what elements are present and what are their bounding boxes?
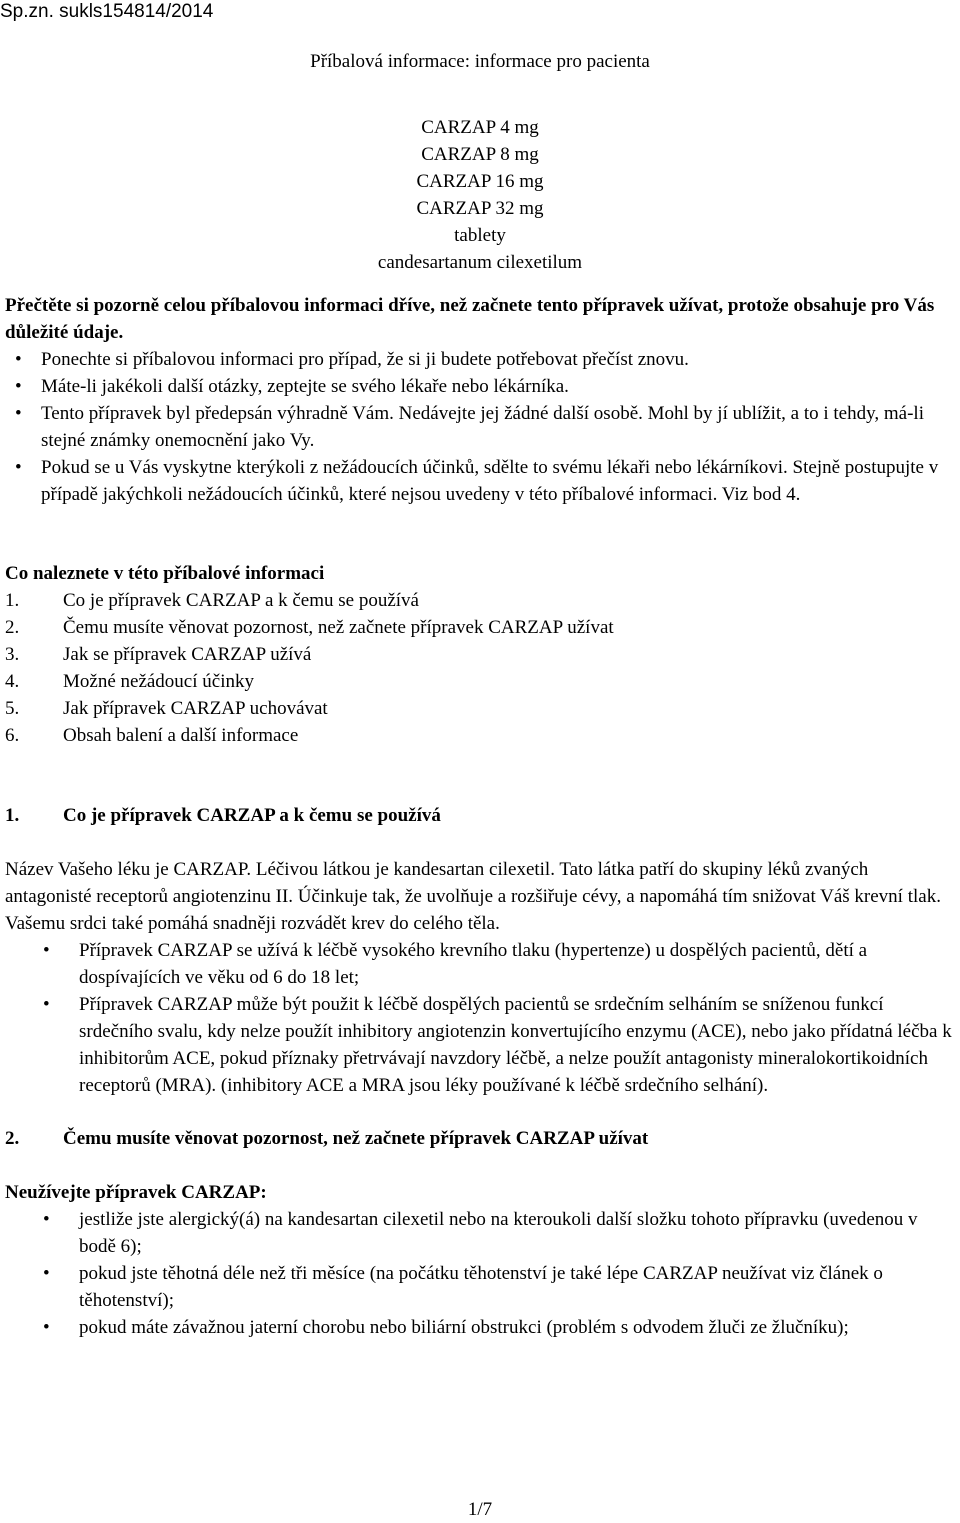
toc-number: 4. — [5, 671, 20, 692]
toc-item — [5, 641, 955, 668]
toc-item — [5, 587, 955, 614]
toc-item — [5, 695, 955, 722]
toc-item — [5, 722, 955, 749]
toc-label: Jak se přípravek CARZAP užívá — [63, 644, 312, 665]
product-names — [5, 114, 955, 276]
product-line: CARZAP 32 mg — [416, 198, 544, 219]
toc-item — [5, 614, 955, 641]
toc-label: Jak přípravek CARZAP uchovávat — [63, 698, 328, 719]
list-item: • pokud máte závažnou jaterní chorobu nebo biliární obstrukci (problém s odvodem žluči ze žlučníku); — [5, 1314, 955, 1341]
list-item: • Přípravek CARZAP může být použit k léčbě dospělých pacientů se srdečním selháním se sníženou funkcí srdečního svalu, kdy nelze použít inhibitory angiotenzin konvertujícího enzymu (ACE), nebo jako přídatná léčba k inhibitorům ACE, pokud příznaky přetrvávají navzdory léčbě, a nelze použít antagonisty mineralokortikoidních receptorů (MRA). (inhibitory ACE a MRA jsou léky používané k léčbě srdečního selhání). — [5, 991, 955, 1099]
table-of-contents — [5, 560, 955, 749]
toc-number: 5. — [5, 698, 20, 719]
section-number: 2. — [5, 1128, 20, 1149]
list-item: • jestliže jste alergický(á) na kandesartan cilexetil nebo na kteroukoli další složku tohoto přípravku (uvedenou v bodě 6); — [5, 1206, 955, 1260]
document-body — [5, 48, 955, 1341]
product-line: CARZAP 16 mg — [416, 171, 544, 192]
toc-number: 1. — [5, 590, 20, 611]
product-line: CARZAP 4 mg — [421, 117, 539, 138]
section-2-bullet-list — [5, 1206, 955, 1341]
section-number: 1. — [5, 805, 20, 826]
section-title: Čemu musíte věnovat pozornost, než začnete přípravek CARZAP užívat — [63, 1128, 649, 1149]
list-item: • Ponechte si příbalovou informaci pro případ, že si ji budete potřebovat přečíst znovu. — [5, 346, 955, 373]
toc-item — [5, 668, 955, 695]
toc-label: Čemu musíte věnovat pozornost, než začnete přípravek CARZAP užívat — [63, 617, 614, 638]
dosage-form: tablety — [454, 225, 506, 246]
section-title: Co je přípravek CARZAP a k čemu se používá — [63, 805, 441, 826]
section-2-heading — [5, 1125, 955, 1152]
active-substance: candesartanum cilexetilum — [377, 252, 583, 273]
reference-number: Sp.zn. sukls154814/2014 — [0, 1, 214, 22]
toc-number: 6. — [5, 725, 20, 746]
intro-bullet-list — [5, 346, 955, 508]
section-1-paragraph: Název Vašeho léku je CARZAP. Léčivou látkou je kandesartan cilexetil. Tato látka patří do skupiny léků zvaných antagonisté receptorů angiotenzinu II. Účinkuje tak, že uvolňuje a rozšiřuje cévy, a napomáhá tím snižovat Váš krevní tlak. Vašemu srdci také pomáhá snadněji rozvádět krev do celého těla. — [5, 859, 941, 934]
toc-number: 2. — [5, 617, 20, 638]
product-line: CARZAP 8 mg — [421, 144, 539, 165]
list-item: • Tento přípravek byl předepsán výhradně Vám. Nedávejte jej žádné další osobě. Mohl by jí ublížit, a to i tehdy, má-li stejné známky onemocnění jako Vy. — [5, 400, 955, 454]
list-item: • Máte-li jakékoli další otázky, zeptejte se svého lékaře nebo lékárníka. — [5, 373, 955, 400]
intro-warning: Přečtěte si pozorně celou příbalovou informaci dříve, než začnete tento přípravek užívat, protože obsahuje pro Vás důležité údaje. — [5, 295, 935, 343]
page-number: 1/7 — [467, 1499, 493, 1520]
toc-label: Možné nežádoucí účinky — [63, 671, 254, 692]
list-item: • pokud jste těhotná déle než tři měsíce (na počátku těhotenství je také lépe CARZAP neužívat viz článek o těhotenství); — [5, 1260, 955, 1314]
section-2-subheading: Neužívejte přípravek CARZAP: — [5, 1182, 267, 1203]
toc-label: Co je přípravek CARZAP a k čemu se používá — [63, 590, 419, 611]
toc-title: Co naleznete v této příbalové informaci — [5, 563, 325, 584]
list-item: • Přípravek CARZAP se užívá k léčbě vysokého krevního tlaku (hypertenze) u dospělých pacientů, dětí a dospívajících ve věku od 6 do 18 let; — [5, 937, 955, 991]
section-1-bullet-list — [5, 937, 955, 1099]
page-title: Příbalová informace: informace pro pacienta — [310, 51, 650, 72]
toc-number: 3. — [5, 644, 20, 665]
section-1-heading — [5, 802, 955, 829]
toc-label: Obsah balení a další informace — [63, 725, 299, 746]
list-item: • Pokud se u Vás vyskytne kterýkoli z nežádoucích účinků, sdělte to svému lékaři nebo lékárníkovi. Stejně postupujte v případě jakýchkoli nežádoucích účinků, které nejsou uvedeny v této příbalové informaci. Viz bod 4. — [5, 454, 955, 508]
